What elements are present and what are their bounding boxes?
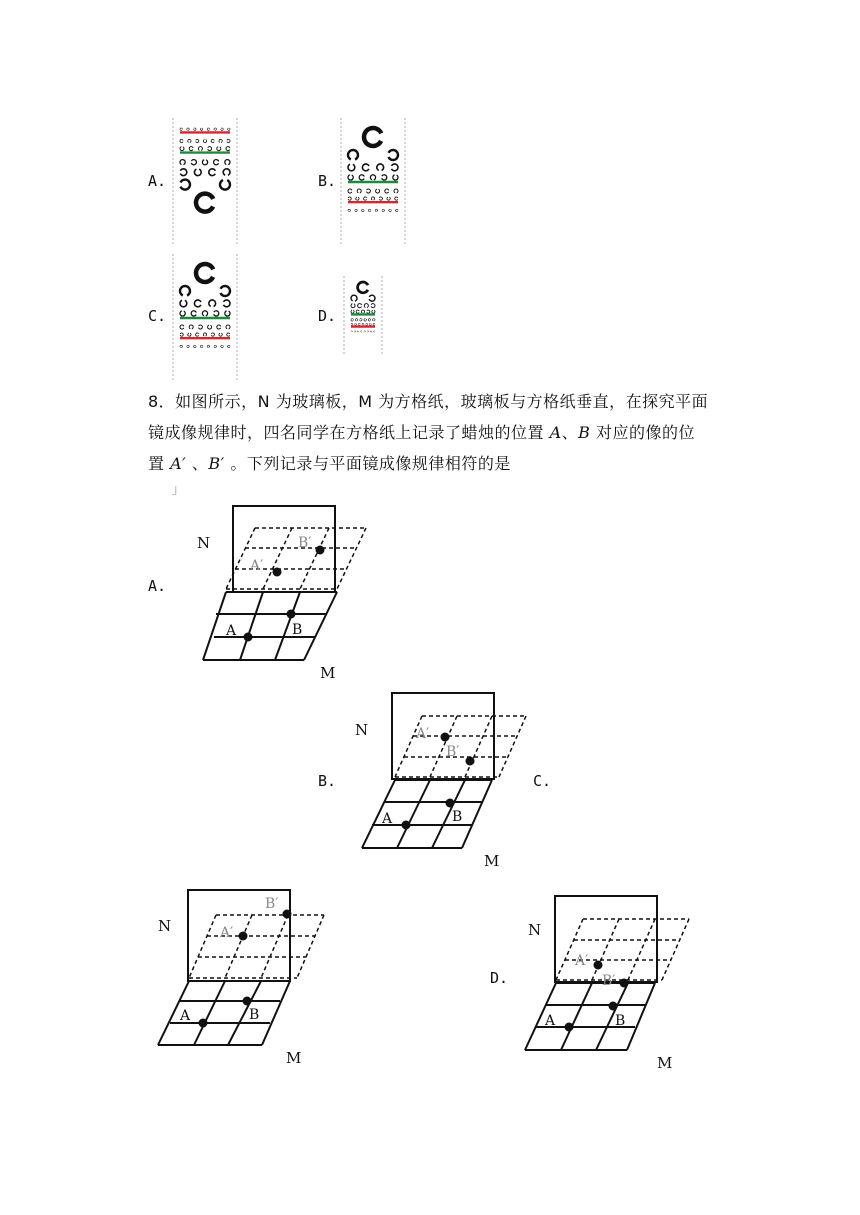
landolt-ring-icon (178, 284, 191, 297)
q7-option-b-label: B. (318, 172, 337, 190)
landolt-ring-icon (214, 345, 217, 348)
landolt-ring-icon (388, 209, 391, 212)
landolt-ring-icon (362, 323, 365, 326)
landolt-ring-icon (202, 159, 209, 166)
landolt-ring-icon (193, 261, 217, 285)
landolt-ring-icon (395, 209, 398, 212)
landolt-ring-icon (368, 294, 376, 302)
landolt-ring-icon (347, 174, 354, 181)
q7-option-c-label: C. (148, 307, 167, 325)
landolt-ring-icon (186, 345, 189, 348)
landolt-ring-icon (359, 318, 362, 321)
landolt-ring-icon (364, 318, 367, 321)
landolt-ring-icon (189, 146, 194, 151)
landolt-ring-icon (193, 345, 196, 348)
eye-chart-b (340, 118, 406, 244)
landolt-ring-icon (390, 163, 399, 172)
eye-chart-c (172, 254, 238, 380)
landolt-ring-icon (225, 324, 230, 329)
landolt-ring-icon (361, 310, 365, 314)
object-a-label: A (382, 811, 393, 827)
q8-line-2: 镜成像规律时，四名同学在方格纸上记录了蜡烛的位置 A、B 对应的像的位 (148, 423, 696, 442)
landolt-ring-icon (227, 128, 230, 131)
landolt-ring-icon (350, 294, 358, 302)
landolt-ring-icon (393, 188, 398, 193)
landolt-ring-icon (346, 148, 359, 161)
image-a-label: A′ (575, 953, 589, 969)
landolt-ring-icon (356, 310, 360, 314)
paper-label: M (286, 1049, 302, 1067)
q8-option-c-label: C. (533, 772, 552, 790)
landolt-ring-icon (351, 318, 354, 321)
landolt-ring-icon (381, 174, 388, 181)
landolt-ring-icon (200, 128, 203, 131)
q8-option-b-label: B. (318, 772, 337, 790)
landolt-ring-icon (365, 323, 368, 326)
landolt-ring-icon (347, 196, 351, 200)
object-b-label: B (249, 1007, 260, 1023)
landolt-ring-icon (361, 209, 364, 212)
stray-mark: 」 (172, 482, 185, 496)
landolt-ring-icon (218, 178, 231, 191)
landolt-ring-icon (218, 332, 222, 336)
landolt-ring-icon (220, 128, 223, 131)
landolt-ring-icon (198, 146, 203, 151)
landolt-ring-icon (348, 209, 351, 212)
mirror-figure-d (515, 890, 705, 1075)
landolt-ring-icon (351, 330, 353, 332)
glass-label: N (528, 921, 542, 939)
eye-chart-d (343, 276, 383, 356)
landolt-ring-icon (220, 345, 223, 348)
glass-label: N (355, 721, 369, 739)
landolt-ring-icon (357, 303, 362, 308)
landolt-ring-icon (213, 310, 220, 317)
landolt-ring-icon (354, 323, 357, 326)
image-a-label: A′ (416, 726, 430, 742)
landolt-ring-icon (179, 299, 188, 308)
landolt-ring-icon (394, 196, 398, 200)
landolt-ring-icon (354, 209, 357, 212)
mirror-figure-b (352, 690, 542, 870)
landolt-ring-icon (214, 128, 217, 131)
landolt-ring-icon (226, 332, 230, 336)
landolt-ring-icon (357, 330, 359, 332)
landolt-ring-icon (207, 128, 210, 131)
landolt-ring-icon (180, 128, 183, 131)
landolt-ring-icon (180, 345, 183, 348)
landolt-ring-icon (373, 323, 376, 326)
landolt-ring-icon (187, 332, 191, 336)
landolt-ring-icon (367, 330, 369, 332)
landolt-ring-icon (347, 163, 356, 172)
landolt-ring-icon (203, 332, 207, 336)
landolt-ring-icon (369, 323, 372, 326)
image-a-label: A′ (220, 925, 234, 941)
landolt-ring-icon (211, 332, 215, 336)
landolt-ring-icon (373, 330, 375, 332)
landolt-ring-icon (195, 139, 199, 143)
object-a-label: A (226, 623, 237, 639)
landolt-ring-icon (179, 168, 188, 177)
landolt-ring-icon (392, 174, 399, 181)
landolt-ring-icon (376, 163, 385, 172)
landolt-ring-icon (368, 209, 371, 212)
q8-line-1: 8．如图所示，N 为玻璃板，M 为方格纸，玻璃板与方格纸垂直，在探究平面 (148, 392, 709, 411)
landolt-ring-icon (361, 163, 370, 172)
landolt-ring-icon (190, 159, 197, 166)
landolt-ring-icon (366, 188, 371, 193)
landolt-ring-icon (179, 332, 183, 336)
landolt-ring-icon (375, 188, 380, 193)
landolt-ring-icon (190, 310, 197, 317)
glass-label: N (197, 534, 211, 552)
image-b-label: B′ (265, 896, 279, 912)
landolt-ring-icon (370, 174, 377, 181)
landolt-ring-icon (213, 159, 220, 166)
object-a-label: A (545, 1013, 556, 1029)
landolt-ring-icon (366, 310, 370, 314)
landolt-ring-icon (386, 148, 399, 161)
object-b-label: B (292, 622, 303, 638)
landolt-ring-icon (354, 330, 356, 332)
mirror-figure-c (150, 885, 340, 1070)
landolt-ring-icon (222, 299, 231, 308)
landolt-ring-icon (375, 209, 378, 212)
landolt-ring-icon (186, 128, 189, 131)
landolt-ring-icon (178, 178, 191, 191)
landolt-ring-icon (355, 196, 359, 200)
landolt-ring-icon (195, 332, 199, 336)
landolt-ring-icon (187, 139, 191, 143)
landolt-ring-icon (207, 345, 210, 348)
landolt-ring-icon (179, 146, 184, 151)
landolt-ring-icon (179, 324, 184, 329)
landolt-ring-icon (193, 299, 202, 308)
object-b-label: B (452, 809, 463, 825)
landolt-ring-icon (371, 310, 375, 314)
landolt-ring-icon (364, 303, 369, 308)
landolt-ring-icon (357, 188, 362, 193)
q8-option-d-label: D. (490, 969, 509, 987)
image-b-label: B′ (446, 744, 460, 760)
q7-option-d-label: D. (318, 307, 337, 325)
image-b-label: B′ (298, 535, 312, 551)
mirror-figure-a (190, 500, 380, 685)
landolt-ring-icon (200, 345, 203, 348)
landolt-ring-icon (193, 168, 202, 177)
landolt-ring-icon (355, 318, 358, 321)
landolt-ring-icon (360, 330, 362, 332)
landolt-ring-icon (382, 209, 385, 212)
paper-label: M (320, 664, 336, 682)
landolt-ring-icon (356, 280, 370, 294)
landolt-ring-icon (193, 191, 217, 215)
landolt-ring-icon (371, 196, 375, 200)
landolt-ring-icon (179, 310, 186, 317)
landolt-ring-icon (372, 318, 375, 321)
landolt-ring-icon (351, 323, 354, 326)
paper-label: M (657, 1054, 673, 1072)
landolt-ring-icon (211, 139, 215, 143)
landolt-ring-icon (224, 159, 231, 166)
landolt-ring-icon (379, 196, 383, 200)
landolt-ring-icon (370, 303, 375, 308)
landolt-ring-icon (216, 324, 221, 329)
q8-option-a-label: A. (148, 577, 167, 595)
image-b-label: B′ (602, 973, 616, 989)
landolt-ring-icon (218, 139, 222, 143)
landolt-ring-icon (350, 303, 355, 308)
landolt-ring-icon (384, 188, 389, 193)
landolt-ring-icon (370, 330, 372, 332)
landolt-ring-icon (208, 168, 217, 177)
q8-line-3: 置 A′ 、B′ 。下列记录与平面镜成像规律相符的是 (148, 454, 511, 473)
landolt-ring-icon (358, 174, 365, 181)
landolt-ring-icon (227, 345, 230, 348)
glass-label: N (158, 917, 172, 935)
image-a-label: A′ (250, 558, 264, 574)
landolt-ring-icon (226, 139, 230, 143)
landolt-ring-icon (350, 310, 354, 314)
object-a-label: A (180, 1008, 191, 1024)
landolt-ring-icon (224, 310, 231, 317)
landolt-ring-icon (363, 196, 367, 200)
landolt-ring-icon (207, 146, 212, 151)
paper-label: M (484, 852, 500, 870)
landolt-ring-icon (361, 125, 385, 149)
landolt-ring-icon (208, 299, 217, 308)
landolt-ring-icon (189, 324, 194, 329)
q7-option-a-label: A. (148, 172, 167, 190)
object-b-label: B (615, 1013, 626, 1029)
landolt-ring-icon (218, 284, 231, 297)
landolt-ring-icon (179, 159, 186, 166)
landolt-ring-icon (202, 310, 209, 317)
landolt-ring-icon (368, 318, 371, 321)
eye-chart-a (172, 118, 238, 244)
landolt-ring-icon (203, 139, 207, 143)
landolt-ring-icon (207, 324, 212, 329)
landolt-ring-icon (358, 323, 361, 326)
landolt-ring-icon (347, 188, 352, 193)
landolt-ring-icon (222, 168, 231, 177)
landolt-ring-icon (198, 324, 203, 329)
landolt-ring-icon (179, 139, 183, 143)
landolt-ring-icon (193, 128, 196, 131)
landolt-ring-icon (364, 330, 366, 332)
landolt-ring-icon (225, 146, 230, 151)
landolt-ring-icon (216, 146, 221, 151)
landolt-ring-icon (386, 196, 390, 200)
